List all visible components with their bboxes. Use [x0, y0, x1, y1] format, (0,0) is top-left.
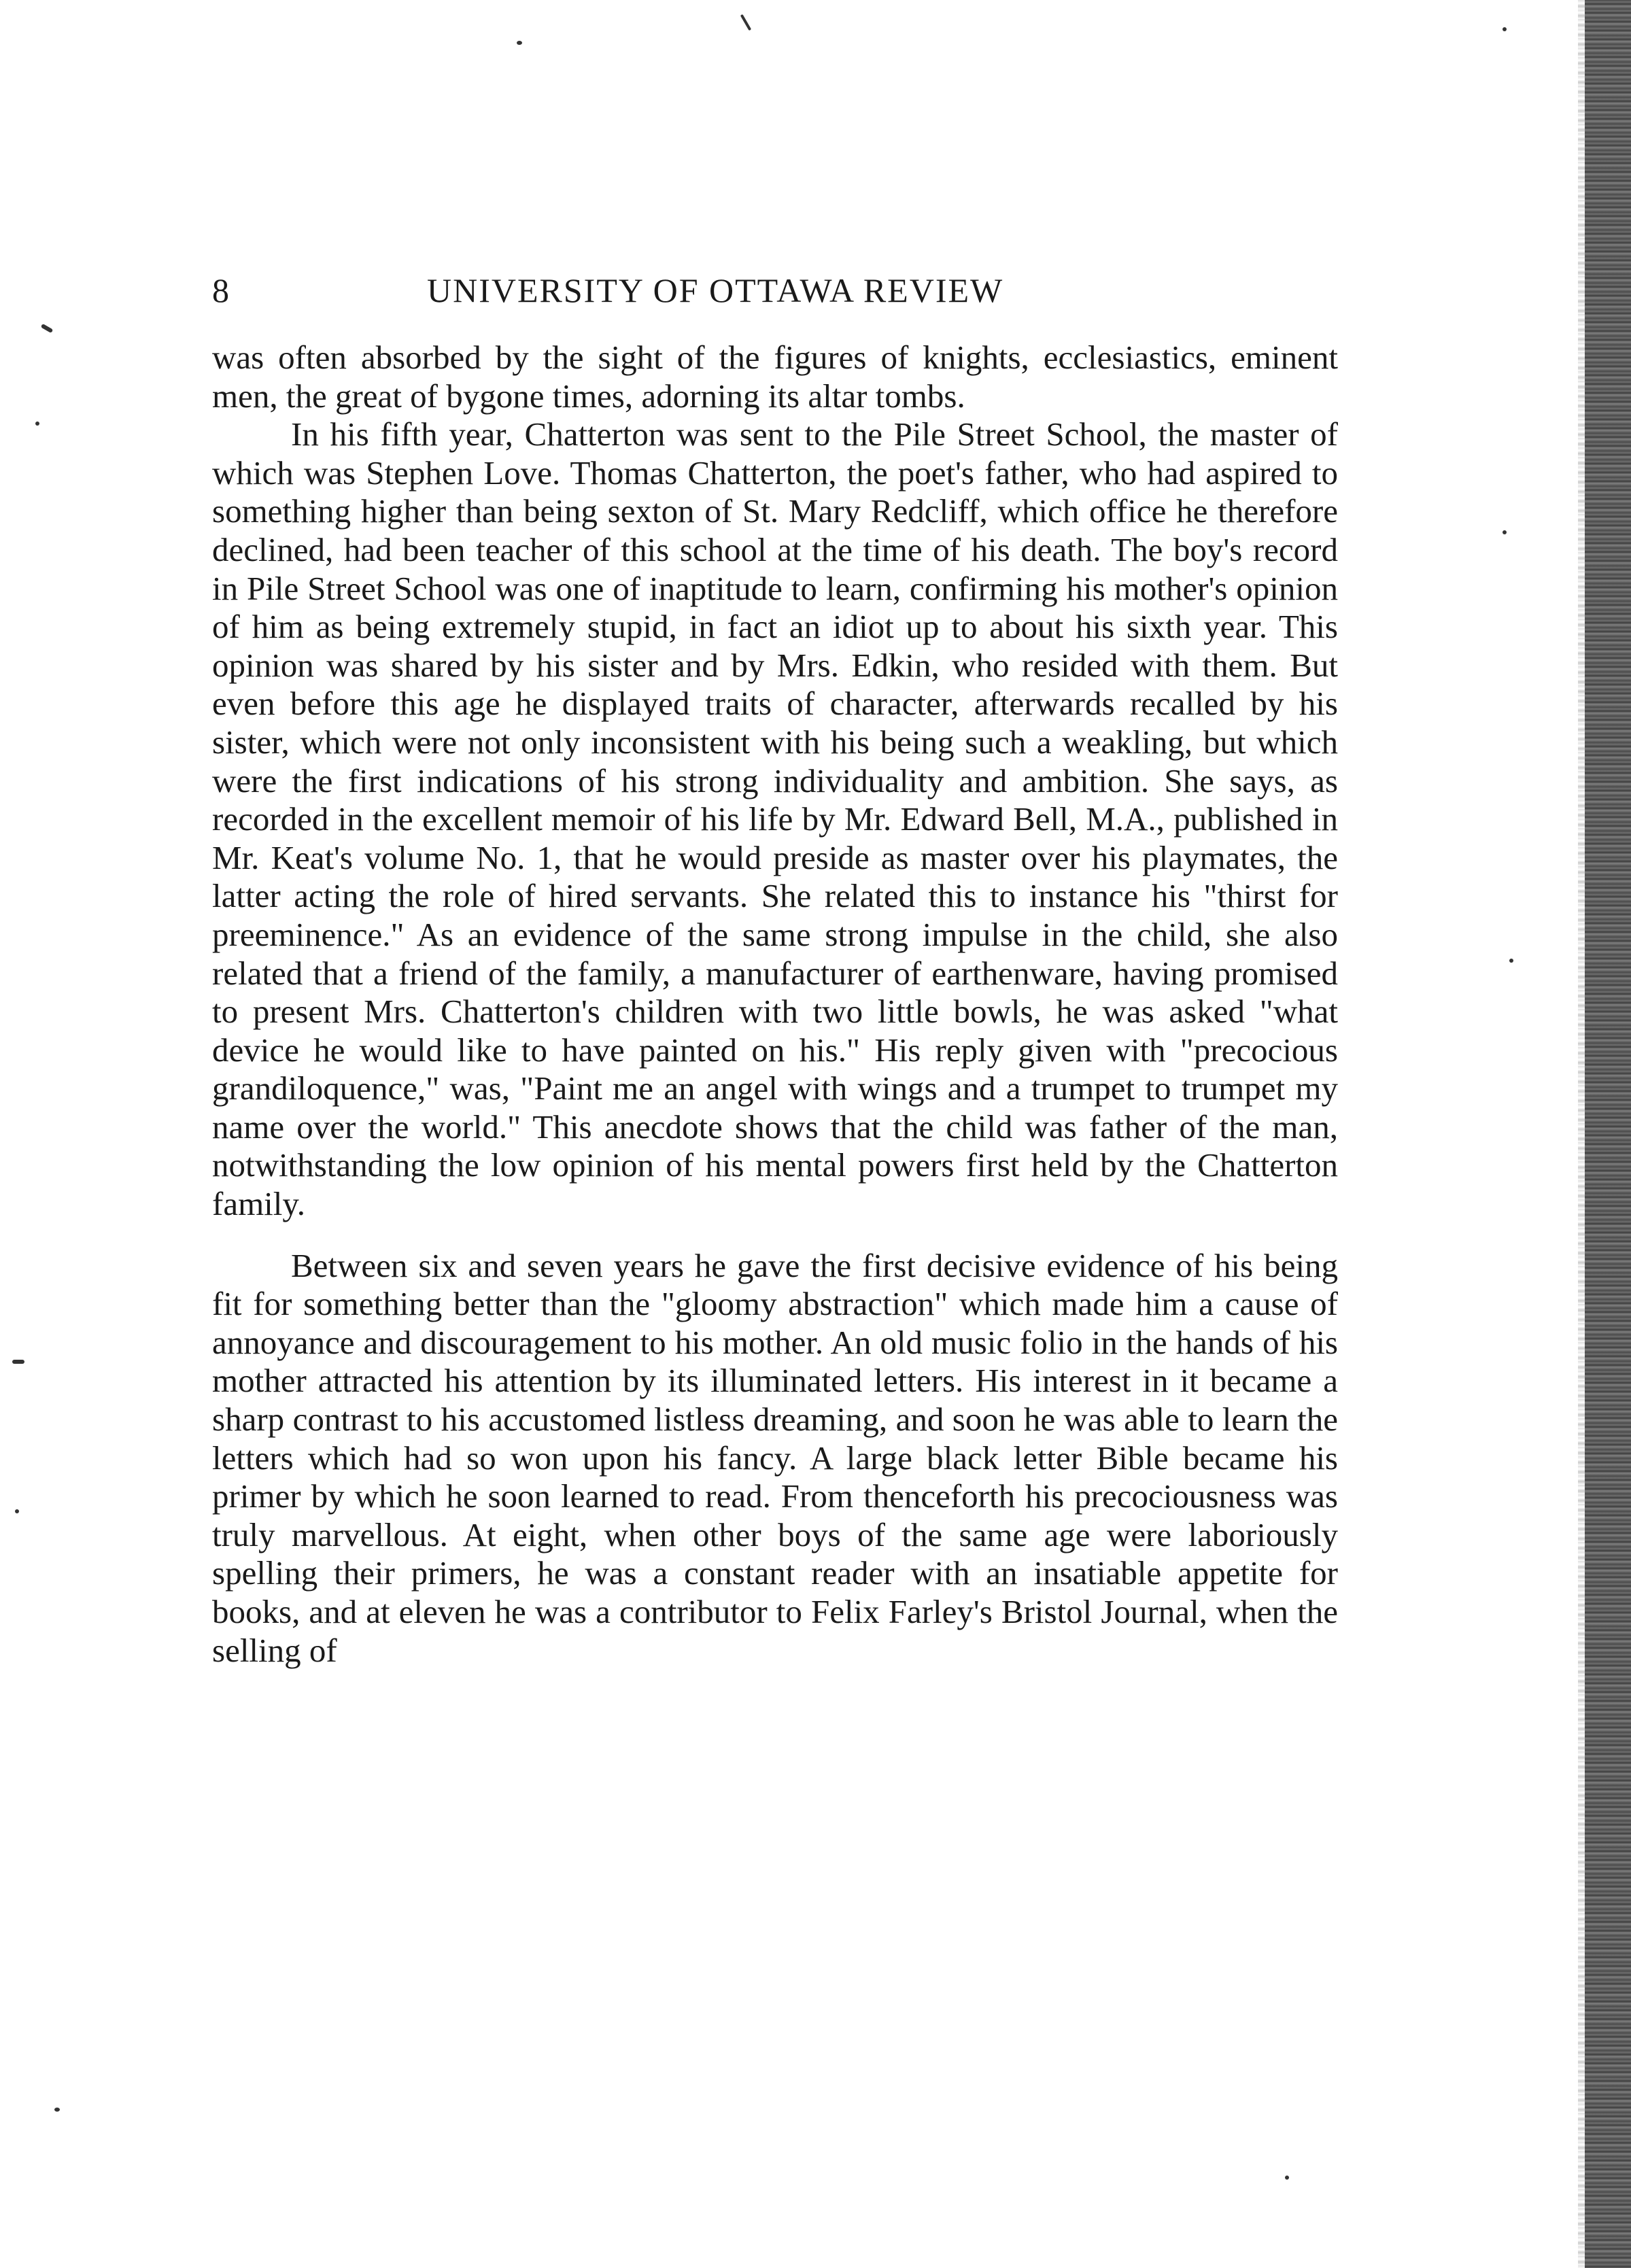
paragraph-early-evidence: Between six and seven years he gave the first decisive evidence of his being fit for something better than the "gloomy abstraction" which made him a cause of annoyance and discouragement to his mother. An old music folio in the hands of his mother attracted his attention by its illuminated letters. His interest in it became a sharp contrast to his accustomed listless dreaming, and soon he was able to learn the letters which had so won upon his fancy. A large black letter Bible became his primer by which he soon learned to read. From thenceforth his precociousness was truly marvellous. At eight, when other boys of the same age were laboriously spelling their primers, he was a constant reader with an insatiable appetite for books, and at eleven he was a contributor to Felix Farley's Bristol Journal, when the selling of — [212, 1246, 1338, 1669]
journal-title: UNIVERSITY OF OTTAWA REVIEW — [427, 271, 1004, 309]
scan-speck — [517, 41, 522, 45]
scanned-binding-edge — [1585, 0, 1631, 2268]
scan-speck — [1503, 530, 1507, 534]
scan-speck — [12, 1360, 24, 1364]
scan-speck — [1285, 2176, 1289, 2180]
scan-speck — [740, 14, 751, 31]
scan-speck — [15, 1509, 19, 1513]
paragraph-continuation: was often absorbed by the sight of the figures of knights, ecclesiastics, eminent men, the great of bygone times, adorning its altar tombs. — [212, 339, 1338, 415]
scan-speck — [41, 324, 54, 333]
scan-speck — [1503, 27, 1507, 31]
scan-speck — [35, 422, 39, 426]
page-number: 8 — [212, 271, 230, 309]
paragraph-pile-street-school: In his fifth year, Chatterton was sent to the Pile Street School, the master of which was Stephen Love. Thomas Chatterton, the poet's father, who had aspired to something higher than being sexton of St. Mary Redcliff, which office he therefore declined, had been teacher of this school at the time of his death. The boy's record in Pile Street School was one of inaptitude to learn, confirming his mother's opinion of him as being extremely stupid, in fact an idiot up to about his sixth year. This opinion was shared by his sister and by Mrs. Edkin, who resided with them. But even before this age he displayed traits of character, afterwards recalled by his sister, which were not only inconsistent with his being such a weakling, but which were the first indications of his strong individuality and ambition. She says, as recorded in the excellent memoir of his life by Mr. Edward Bell, M.A., published in Mr. Keat's volume No. 1, that he would preside as master over his playmates, the latter acting the role of hired servants. She related this to instance his "thirst for preeminence." As an evidence of the same strong impulse in the child, she also related that a friend of the family, a manufacturer of earthenware, having promised to present Mrs. Chatterton's children with two little bowls, he was asked "what device he would like to have painted on his." His reply given with "precocious grandiloquence," was, "Paint me an angel with wings and a trumpet to trumpet my name over the world." This anecdote shows that the child was father of the man, notwithstanding the low opinion of his mental powers first held by the Chatterton family. — [212, 415, 1338, 1223]
scan-speck — [54, 2108, 60, 2112]
running-head — [212, 267, 1338, 314]
article-body — [212, 339, 1338, 1670]
scan-speck — [1509, 959, 1513, 963]
